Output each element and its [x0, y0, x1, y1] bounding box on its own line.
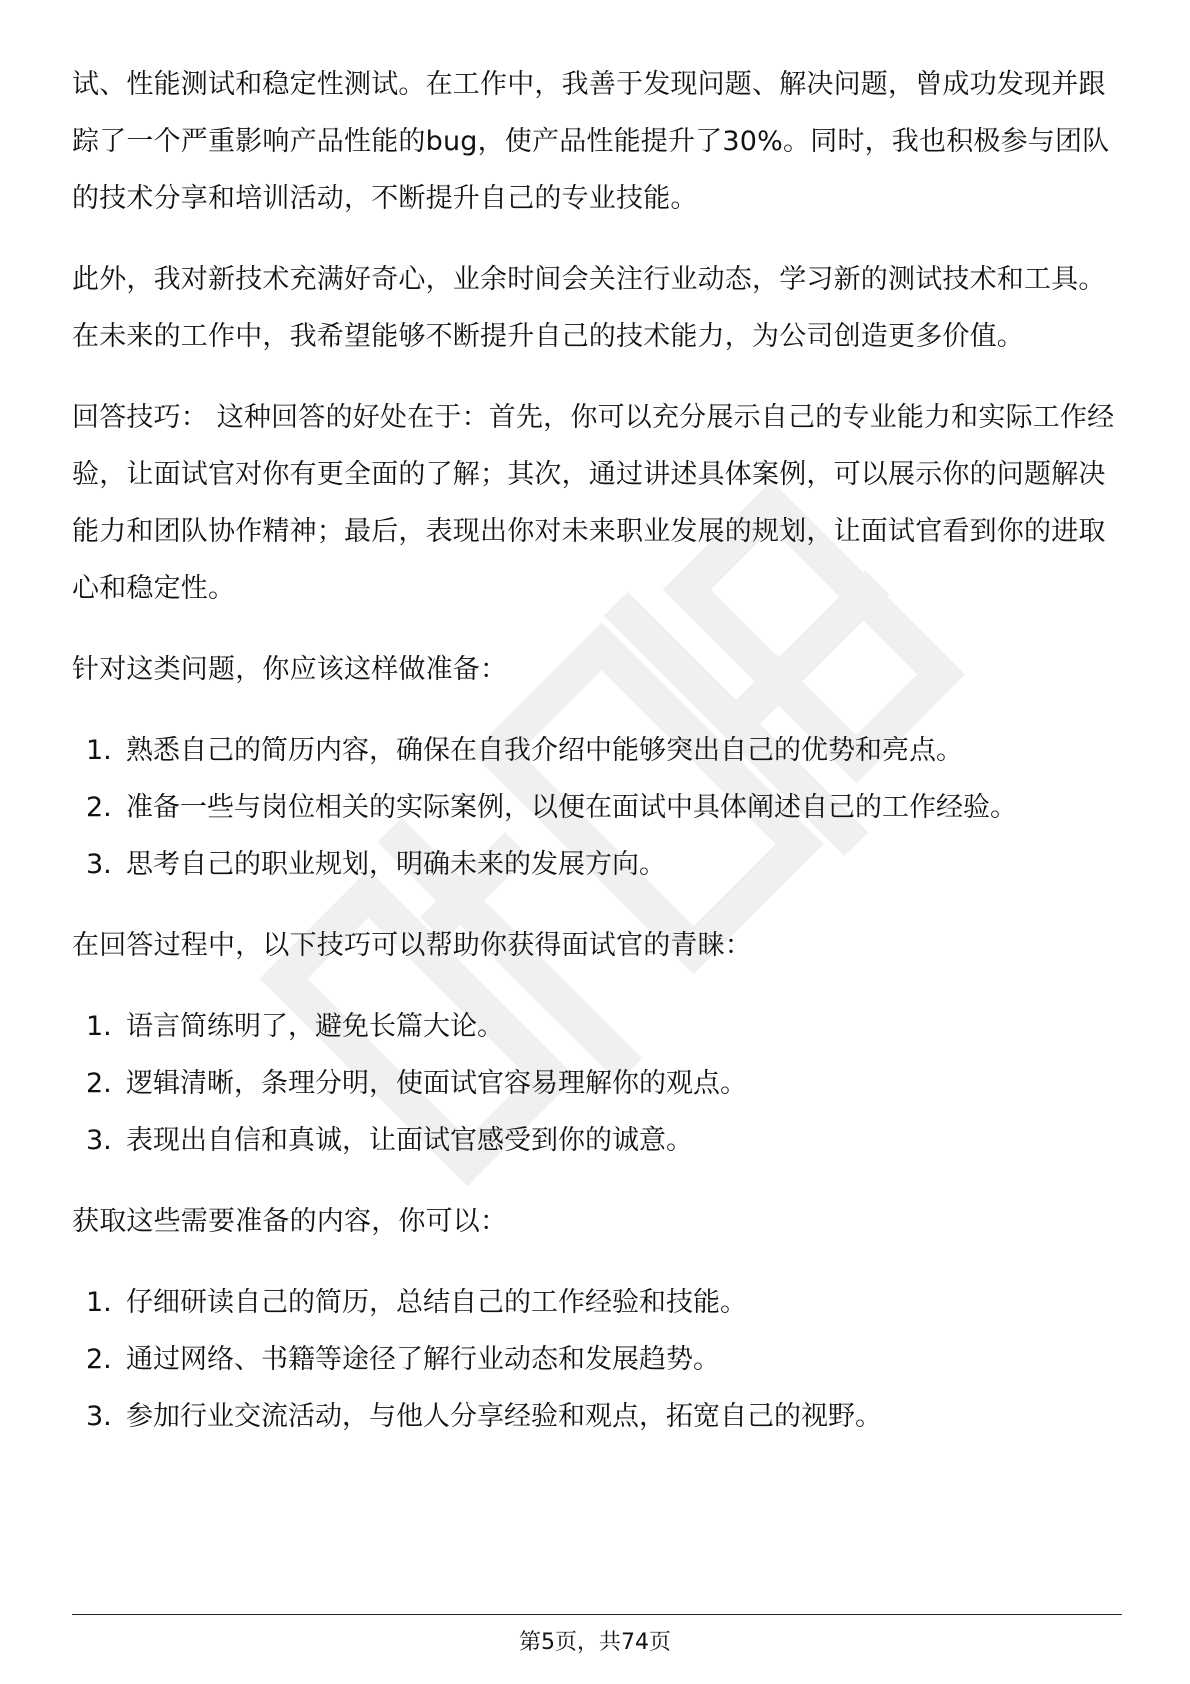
list-item-number: 1. — [86, 1011, 112, 1042]
list-item-number: 2. — [86, 1344, 112, 1375]
list-item-number: 1. — [86, 735, 112, 766]
list-item — [72, 722, 1122, 779]
list-item — [72, 836, 1122, 893]
list-item-text: 逻辑清晰，条理分明，使面试官容易理解你的观点。 — [126, 1068, 747, 1099]
list-item-text: 表现出自信和真诚，让面试官感受到你的诚意。 — [126, 1125, 693, 1156]
list-item-number: 2. — [86, 1068, 112, 1099]
list-item — [72, 998, 1122, 1055]
section-heading-preparation: 针对这类问题，你应该这样做准备： — [72, 654, 508, 685]
list-item-number: 2. — [86, 792, 112, 823]
list-answer-skills — [72, 998, 1122, 1169]
list-item-text: 熟悉自己的简历内容，确保在自我介绍中能够突出自己的优势和亮点。 — [126, 735, 963, 766]
list-item-number: 3. — [86, 1401, 112, 1432]
list-item-number: 1. — [86, 1287, 112, 1318]
list-item-text: 语言简练明了，避免长篇大论。 — [126, 1011, 504, 1042]
paragraph-answer-tips: 回答技巧： 这种回答的好处在于：首先，你可以充分展示自己的专业能力和实际工作经验，让面试官对你有更全面的了解；其次，通过讲述具体案例，可以展示你的问题解决能力和团队协作精神；最后，表现出你对未来职业发展的规划，让面试官看到你的进取心和稳定性。 — [72, 402, 1115, 604]
list-item-text: 参加行业交流活动，与他人分享经验和观点，拓宽自己的视野。 — [126, 1401, 882, 1432]
list-item — [72, 1331, 1122, 1388]
paragraph-intro-continued: 试、性能测试和稳定性测试。在工作中，我善于发现问题、解决问题，曾成功发现并跟踪了一个严重影响产品性能的bug，使产品性能提升了30%。同时，我也积极参与团队的技术分享和培训活动，不断提升自己的专业技能。 — [72, 69, 1110, 214]
list-item — [72, 1112, 1122, 1169]
paragraph-curiosity: 此外，我对新技术充满好奇心，业余时间会关注行业动态，学习新的测试技术和工具。在未来的工作中，我希望能够不断提升自己的技术能力，为公司创造更多价值。 — [72, 264, 1106, 352]
list-item-number: 3. — [86, 1125, 112, 1156]
list-item — [72, 1388, 1122, 1445]
section-heading-answer-skills: 在回答过程中，以下技巧可以帮助你获得面试官的青睐： — [72, 930, 752, 961]
list-item — [72, 1274, 1122, 1331]
list-resources — [72, 1274, 1122, 1445]
list-item-text: 仔细研读自己的简历，总结自己的工作经验和技能。 — [126, 1287, 747, 1318]
list-item — [72, 1055, 1122, 1112]
list-item-text: 通过网络、书籍等途径了解行业动态和发展趋势。 — [126, 1344, 720, 1375]
list-item — [72, 779, 1122, 836]
footer-divider — [72, 1614, 1122, 1615]
page-number: 第5页，共74页 — [519, 1630, 671, 1655]
list-item-text: 思考自己的职业规划，明确未来的发展方向。 — [126, 849, 666, 880]
list-preparation — [72, 722, 1122, 893]
list-item-text: 准备一些与岗位相关的实际案例，以便在面试中具体阐述自己的工作经验。 — [126, 792, 1017, 823]
list-item-number: 3. — [86, 849, 112, 880]
page-content — [72, 56, 1122, 1469]
section-heading-resources: 获取这些需要准备的内容，你可以： — [72, 1206, 508, 1237]
